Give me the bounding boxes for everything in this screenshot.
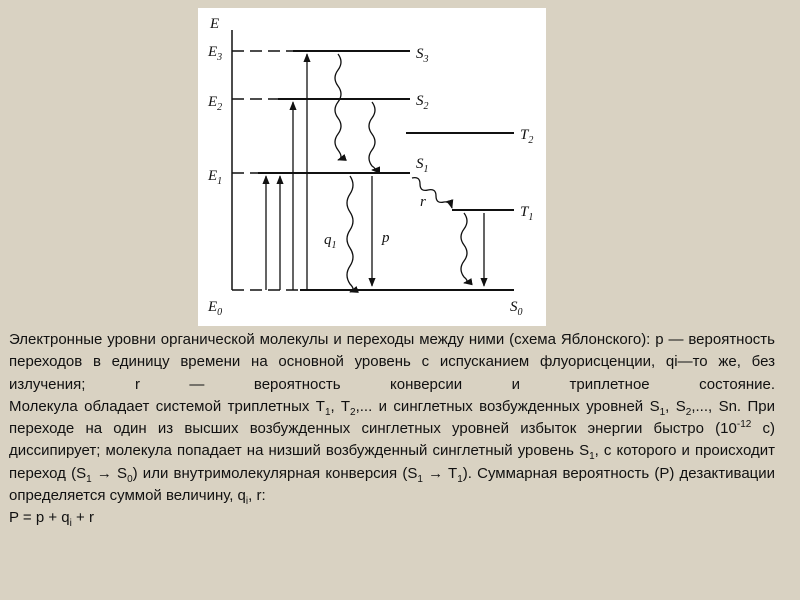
diagram-svg xyxy=(198,8,546,326)
wavy-arrow-r xyxy=(412,178,452,208)
label-r: r xyxy=(420,194,426,210)
wavy-arrow-s3-s1 xyxy=(335,54,341,160)
caption-text xyxy=(9,329,775,530)
label-t2: $T_2$ xyxy=(520,127,534,146)
axis-label-e: E xyxy=(210,16,220,32)
label-e1: $E_1$ xyxy=(208,168,223,187)
label-s1: $S_1$ xyxy=(416,156,429,175)
caption-paragraph-2: Молекула обладает системой триплетных $T_1$, $T_2$,... и синглетных возбужденных уровней $S_1$, $S_2$,..., Sn. При переходе на один из высших возбужденных синглетных уровней избыток энергии быстро ($10^{-12}$ с) диссипирует; молекула попадает на низший возбужденный синглетный уровень $S_1$, с которого и происходит переход $(S_1 \to S_0)$ или внутримолекулярная конверсия $(S_1 \to T_1)$. Суммарная вероятность (Р) дезактивации определяется суммой величину, $q_i$, r: xyxy=(9,397,776,508)
wavy-arrow-q1 xyxy=(347,176,353,292)
label-s2: $S_2$ xyxy=(416,93,429,112)
label-q1: $q_1$ xyxy=(324,232,337,251)
label-e0: $E_0$ xyxy=(208,299,223,318)
label-s3: $S_3$ xyxy=(416,46,429,65)
jablonski-diagram xyxy=(198,8,546,326)
label-s0: $S_0$ xyxy=(510,299,523,318)
label-t1: $T_1$ xyxy=(520,204,534,223)
formula: $P = p + q_i + r$ xyxy=(9,509,94,530)
label-e3: $E_3$ xyxy=(208,44,223,63)
wavy-arrow-t1-s0 xyxy=(461,213,467,283)
label-p: p xyxy=(382,230,390,246)
label-e2: $E_2$ xyxy=(208,94,223,113)
wavy-arrow-s2-s1 xyxy=(369,102,375,170)
caption-paragraph-1: Электронные уровни органической молекулы и переходы между ними (схема Яблонского): р — вероятность переходов в единицу времени на основной уровень с испусканием флуорисценции, qi—то же, без излучения; r — вероятность конверсии и триплетное состояние. xyxy=(9,331,775,393)
